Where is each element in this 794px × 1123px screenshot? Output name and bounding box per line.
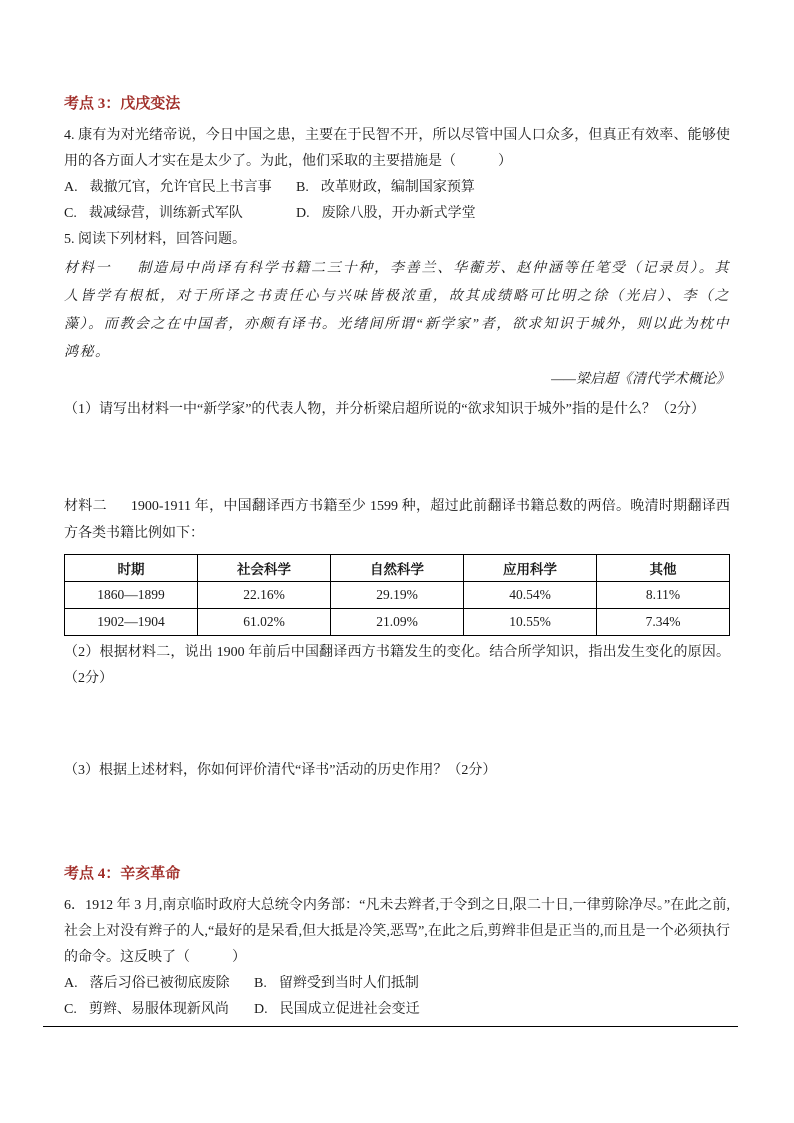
question6-options-row-2: [64, 997, 730, 1023]
translation-ratio-table: [64, 554, 730, 636]
option-d-text: 民国成立促进社会变迁: [279, 1002, 420, 1017]
table-header-other: 其他: [597, 555, 730, 582]
question5-sub1: （1）请写出材料一中“新学家”的代表人物，并分析梁启超所说的“欲求知识于城外”指的是什么？（2分）: [64, 402, 705, 417]
question4-options-row-1: [64, 175, 730, 201]
question5-sub3: （3）根据上述材料，你如何评价清代“译书”活动的历史作用？（2分）: [64, 763, 497, 778]
answer-space-2: [64, 692, 730, 754]
option-b-text: 改革财政，编制国家预算: [320, 180, 475, 195]
table-cell: 1860—1899: [65, 582, 198, 609]
material1-label: 材料一: [64, 261, 112, 276]
answer-space-1: [64, 423, 730, 493]
question6-options-row-1: [64, 971, 730, 997]
material2-text: 1900-1911 年，中国翻译西方书籍至少 1599 种，超过此前翻译书籍总数的两倍。晚清时期翻译西方各类书籍比例如下：: [64, 499, 731, 541]
material2-label: 材料二: [64, 499, 107, 514]
footer-divider: [43, 1026, 738, 1027]
table-header-row: [65, 555, 730, 582]
table-cell: 61.02%: [198, 609, 331, 636]
question4-option-a: [64, 175, 296, 201]
question6-option-a: [64, 971, 254, 997]
table-header-social-science: 社会科学: [198, 555, 331, 582]
table-cell: 21.09%: [331, 609, 464, 636]
table-row: [65, 582, 730, 609]
option-b-text: 留辫受到当时人们抵制: [278, 976, 419, 991]
question4-stem: 4. 康有为对光绪帝说，今日中国之患，主要在于民智不开，所以尽管中国人口众多，但真正有效率、能够使用的各方面人才实在是太少了。为此，他们采取的主要措施是（ ）: [64, 128, 730, 169]
question6-option-b: [254, 971, 419, 997]
table-header-applied-science: 应用科学: [464, 555, 597, 582]
material1-source: ——梁启超《清代学术概论》: [551, 372, 730, 387]
table-cell: 10.55%: [464, 609, 597, 636]
option-c-label: C.: [64, 1002, 77, 1017]
option-a-text: 裁撤冗官，允许官民上书言事: [89, 180, 272, 195]
option-a-text: 落后习俗已被彻底废除: [89, 976, 230, 991]
table-cell: 8.11%: [597, 582, 730, 609]
question5-intro: 5. 阅读下列材料，回答问题。: [64, 232, 246, 247]
answer-space-3: [64, 784, 730, 864]
material2-paragraph: [64, 493, 730, 547]
option-d-label: D.: [296, 206, 310, 221]
table-cell: 7.34%: [597, 609, 730, 636]
topic3-heading: 考点 3：戊戌变法: [64, 96, 181, 112]
material1-text: 制造局中尚译有科学书籍二三十种，李善兰、华蘅芳、赵仲涵等任笔受（记录员）。其人皆学有根柢，对于所译之书责任心与兴味皆极浓重，故其成绩略可比明之徐（光启）、李（之藻）。而教会之在中国者，亦颇有译书。光绪间所谓“新学家”者，欲求知识于城外，则以此为枕中鸿秘。: [64, 261, 731, 360]
table-cell: 22.16%: [198, 582, 331, 609]
table-row: [65, 609, 730, 636]
question4-option-c: [64, 201, 296, 227]
table-cell: 29.19%: [331, 582, 464, 609]
table-cell: 40.54%: [464, 582, 597, 609]
option-c-text: 裁减绿营，训练新式军队: [88, 206, 243, 221]
question4-options-row-2: [64, 201, 730, 227]
question5-sub2: （2）根据材料二，说出 1900 年前后中国翻译西方书籍发生的变化。结合所学知识，指出发生变化的原因。（2分）: [64, 645, 730, 686]
question6-option-d: [254, 997, 420, 1023]
option-c-text: 剪辫、易服体现新风尚: [88, 1002, 229, 1017]
question6-stem: 6．1912 年 3 月,南京临时政府大总统令内务部：“凡未去辫者,于令到之日,限二十日,一律剪除净尽。”在此之前,社会上对没有辫子的人,“最好的是呆看,但大抵是冷笑,恶骂”,在此之后,剪辫非但是正当的,而且是一个必须执行的命令。这反映了（ ）: [64, 898, 730, 965]
topic4-heading: 考点 4：辛亥革命: [64, 866, 181, 882]
option-a-label: A.: [64, 976, 78, 991]
question6-option-c: [64, 997, 254, 1023]
option-b-label: B.: [254, 976, 267, 991]
material1-paragraph: [64, 255, 730, 367]
table-cell: 1902—1904: [65, 609, 198, 636]
question4-option-b: [296, 175, 475, 201]
option-a-label: A.: [64, 180, 78, 195]
option-d-label: D.: [254, 1002, 268, 1017]
table-header-period: 时期: [65, 555, 198, 582]
option-b-label: B.: [296, 180, 309, 195]
option-c-label: C.: [64, 206, 77, 221]
option-d-text: 废除八股，开办新式学堂: [321, 206, 476, 221]
table-header-natural-science: 自然科学: [331, 555, 464, 582]
question4-option-d: [296, 201, 476, 227]
